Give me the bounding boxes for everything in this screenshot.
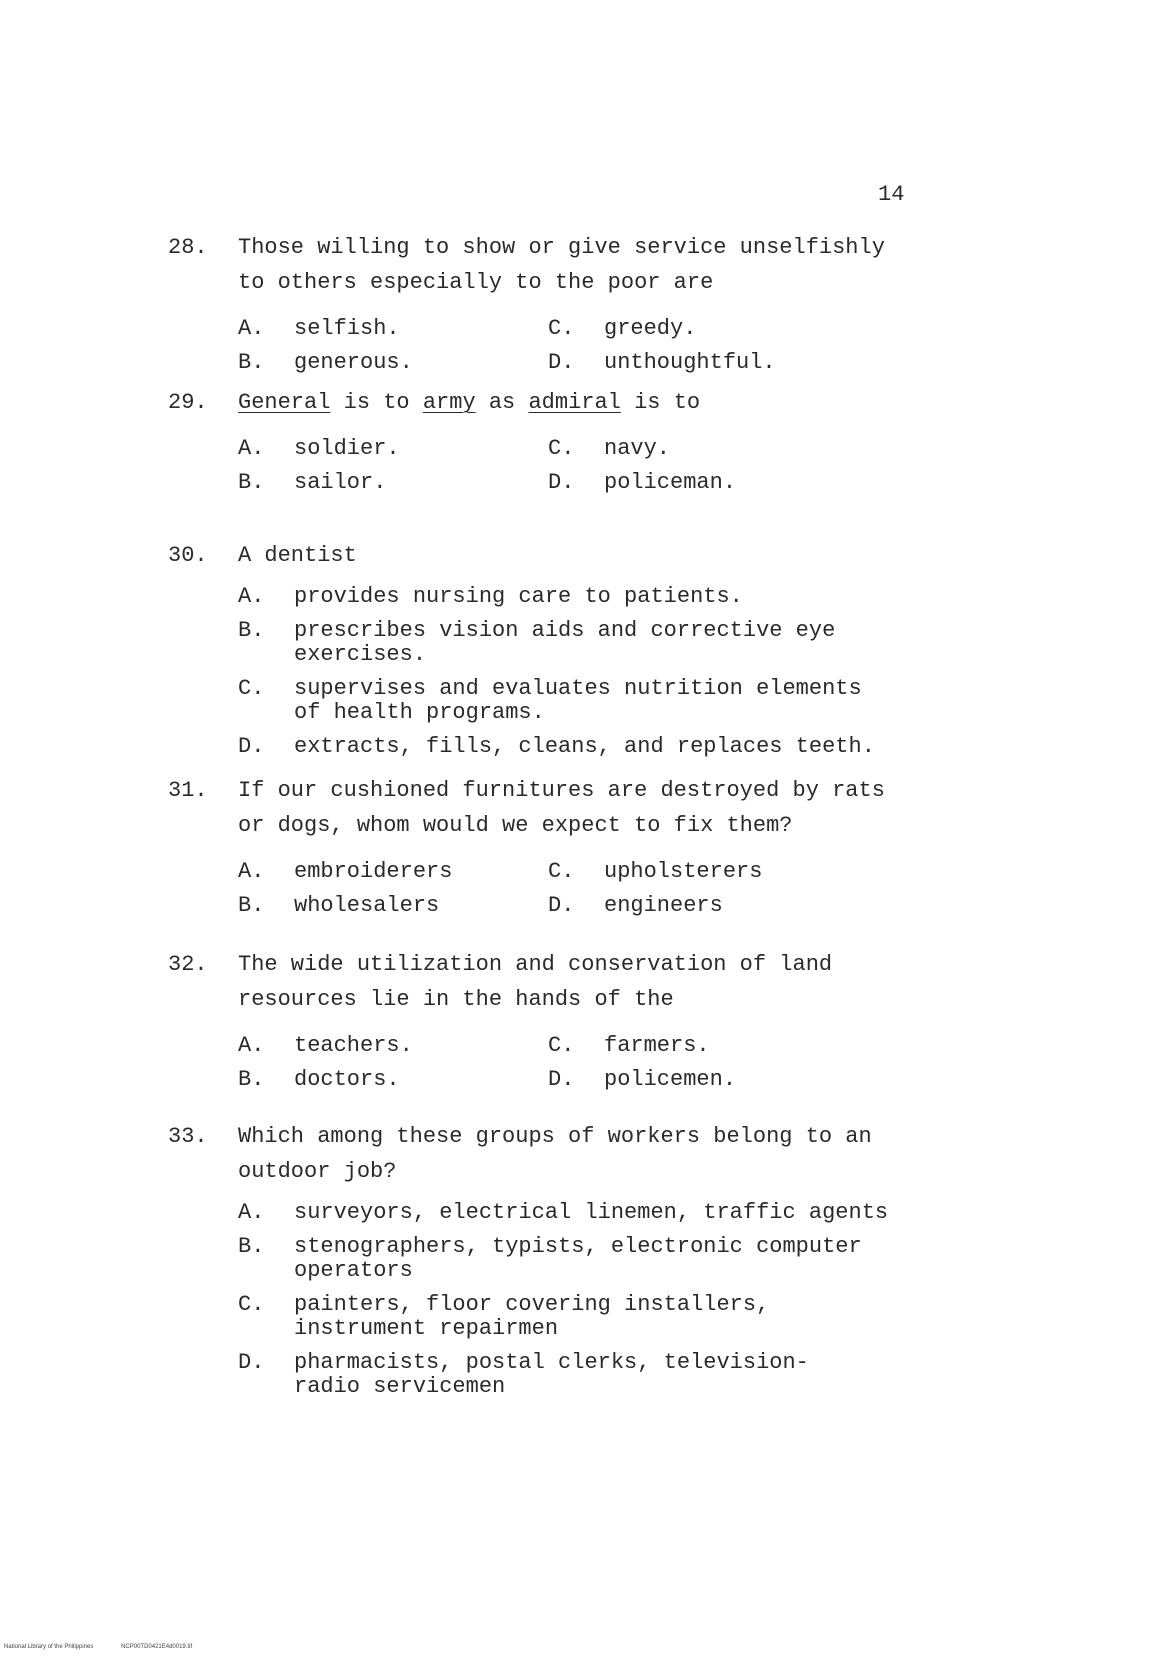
option-letter: A. [238, 584, 265, 609]
option-letter: A. [238, 436, 265, 461]
option-text: stenographers, typists, electronic computer operators [294, 1234, 862, 1283]
option-d [238, 1351, 928, 1399]
option-b [238, 466, 548, 500]
page-number: 14 [878, 182, 905, 207]
option-letter: A. [238, 1033, 265, 1058]
question-28 [168, 230, 928, 380]
option-letter: A. [238, 1200, 265, 1225]
option-a [238, 855, 548, 889]
option-text: supervises and evaluates nutrition elements of health programs. [294, 676, 862, 725]
option-text: navy. [604, 436, 671, 461]
option-d [548, 466, 888, 500]
option-letter: B. [238, 1067, 265, 1092]
option-letter: C. [548, 1033, 575, 1058]
option-text: provides nursing care to patients. [294, 584, 743, 609]
question-number: 32. [168, 952, 208, 977]
question-stem: A dentist [238, 543, 357, 568]
option-text: extracts, fills, cleans, and replaces teeth. [294, 734, 875, 759]
question-number: 28. [168, 235, 208, 260]
option-text: engineers [604, 893, 723, 918]
underlined-word-general: General [238, 390, 331, 415]
option-d [238, 735, 928, 759]
option-d [548, 889, 888, 923]
option-b [238, 1235, 928, 1283]
question-stem: Those willing to show or give service unselfishly to others especially to the poor are [238, 235, 885, 295]
options-list [238, 585, 928, 759]
option-letter: C. [238, 1292, 265, 1317]
options-grid [238, 1029, 928, 1097]
question-stem: The wide utilization and conservation of land resources lie in the hands of the [238, 952, 833, 1012]
option-letter: D. [548, 350, 575, 375]
question-31 [168, 773, 928, 923]
option-c [548, 432, 888, 466]
option-letter: D. [238, 1350, 265, 1375]
option-text: unthoughtful. [604, 350, 776, 375]
question-32 [168, 947, 928, 1097]
options-grid [238, 855, 928, 923]
option-a [238, 1201, 928, 1225]
option-text: policemen. [604, 1067, 737, 1092]
option-letter: D. [548, 893, 575, 918]
option-text: surveyors, electrical linemen, traffic agents [294, 1200, 889, 1225]
option-letter: B. [238, 893, 265, 918]
option-text: farmers. [604, 1033, 710, 1058]
options-grid [238, 432, 928, 500]
option-letter: D. [548, 470, 575, 495]
option-a [238, 585, 928, 609]
option-letter: A. [238, 859, 265, 884]
option-letter: C. [548, 316, 575, 341]
option-text: pharmacists, postal clerks, television-radio servicemen [294, 1350, 809, 1399]
option-c [548, 312, 888, 346]
option-letter: B. [238, 470, 265, 495]
stem-text: is to [620, 390, 701, 415]
option-text: soldier. [294, 436, 400, 461]
option-text: sailor. [294, 470, 387, 495]
question-stem [238, 385, 928, 420]
scan-footer [4, 1644, 218, 1650]
question-stem: If our cushioned furnitures are destroyed by rats or dogs, whom would we expect to fix them? [238, 778, 885, 838]
option-c [548, 1029, 888, 1063]
option-c [238, 1293, 928, 1341]
option-letter: D. [548, 1067, 575, 1092]
option-d [548, 1063, 888, 1097]
option-text: upholsterers [604, 859, 763, 884]
option-c [238, 677, 928, 725]
option-text: selfish. [294, 316, 400, 341]
option-text: doctors. [294, 1067, 400, 1092]
option-letter: C. [548, 859, 575, 884]
option-text: wholesalers [294, 893, 440, 918]
option-letter: A. [238, 316, 265, 341]
option-a [238, 1029, 548, 1063]
option-b [238, 346, 548, 380]
file-id: NCP00TD0421E4d0019.tif [121, 1644, 193, 1650]
option-b [238, 889, 548, 923]
question-33 [168, 1119, 928, 1409]
option-text: embroiderers [294, 859, 453, 884]
library-name: National Library of the Philippines [4, 1644, 94, 1650]
option-text: prescribes vision aids and corrective eye exercises. [294, 618, 836, 667]
options-list [238, 1201, 928, 1399]
question-number: 33. [168, 1124, 208, 1149]
option-c [548, 855, 888, 889]
question-number: 29. [168, 390, 208, 415]
option-letter: C. [548, 436, 575, 461]
option-text: generous. [294, 350, 413, 375]
option-b [238, 619, 928, 667]
question-number: 31. [168, 778, 208, 803]
option-letter: C. [238, 676, 265, 701]
option-letter: D. [238, 734, 265, 759]
underlined-word-army: army [422, 390, 476, 415]
question-30 [168, 538, 928, 769]
option-letter: B. [238, 1234, 265, 1259]
option-text: painters, floor covering installers, instrument repairmen [294, 1292, 770, 1341]
stem-text: is to [330, 390, 423, 415]
stem-text: as [475, 390, 529, 415]
option-a [238, 312, 548, 346]
option-letter: B. [238, 350, 265, 375]
question-stem: Which among these groups of workers belong to an outdoor job? [238, 1124, 872, 1184]
option-text: greedy. [604, 316, 697, 341]
question-number: 30. [168, 543, 208, 568]
underlined-word-admiral: admiral [528, 390, 621, 415]
option-d [548, 346, 888, 380]
question-29 [168, 385, 928, 500]
option-b [238, 1063, 548, 1097]
options-grid [238, 312, 928, 380]
option-letter: B. [238, 618, 265, 643]
option-a [238, 432, 548, 466]
option-text: teachers. [294, 1033, 413, 1058]
option-text: policeman. [604, 470, 737, 495]
